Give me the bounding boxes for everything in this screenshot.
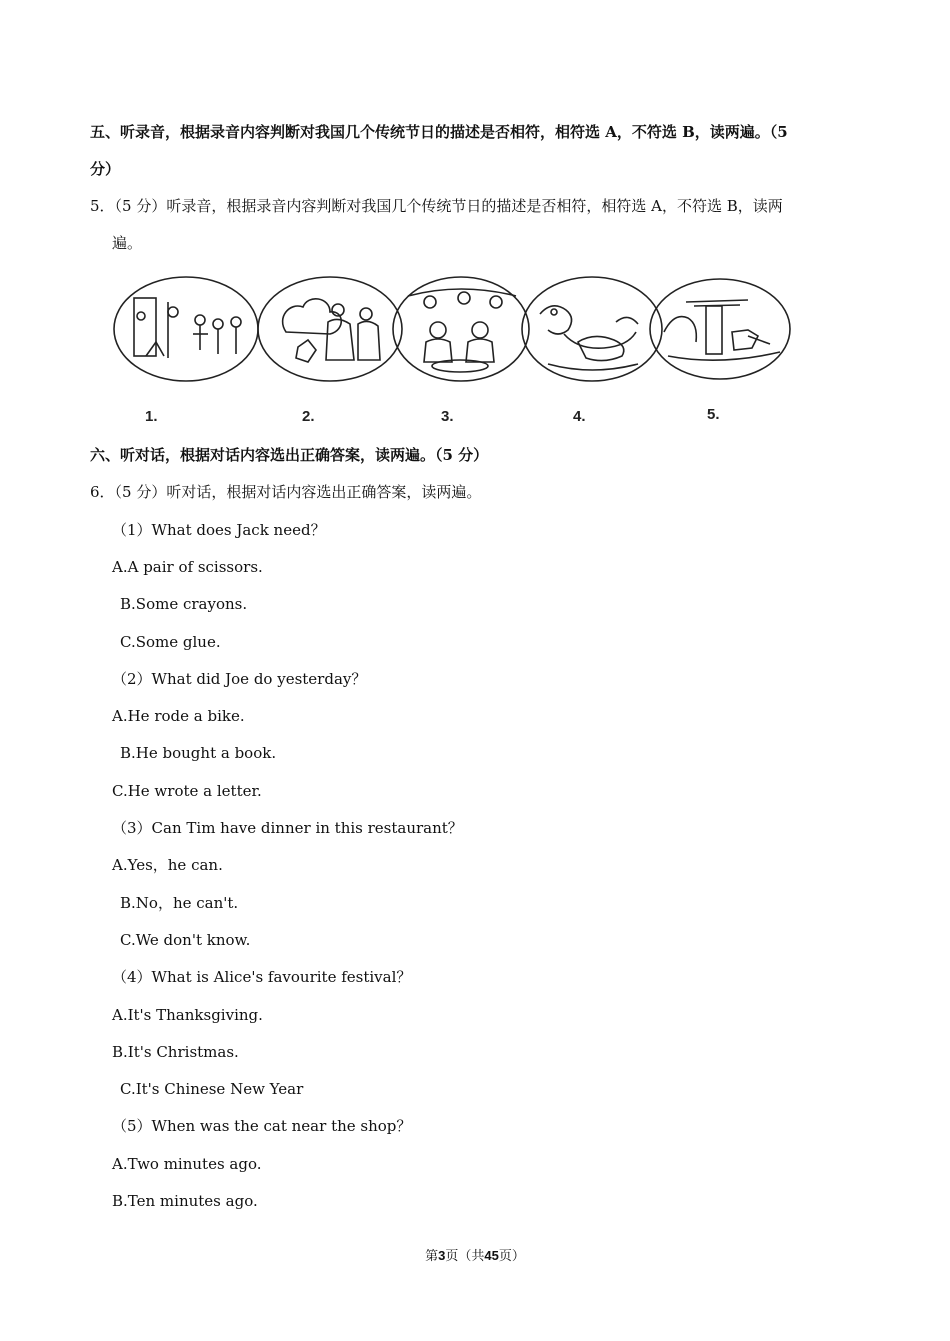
picture-label-2: 2. <box>302 408 315 425</box>
section-5-heading-line2: 分） <box>90 160 121 178</box>
sub-question-3: （3）Can Tim have dinner in this restaurant？ <box>112 819 463 837</box>
sub-question-5: （5）When was the cat near the shop？ <box>112 1117 412 1135</box>
footer-total-pages: 45 <box>484 1248 499 1263</box>
option-4-a: A.It's Thanksgiving. <box>112 1006 263 1024</box>
festival-picture-4 <box>522 277 662 381</box>
question-5-line2: 遍。 <box>112 234 143 252</box>
festival-picture-3 <box>393 277 529 381</box>
option-3-a: A.Yes，he can. <box>112 856 223 874</box>
option-4-c: C.It's Chinese New Year <box>120 1080 304 1098</box>
option-1-b: B.Some crayons. <box>120 595 248 613</box>
option-2-b: B.He bought a book. <box>120 744 277 762</box>
festival-picture-2 <box>258 277 402 381</box>
picture-label-4: 4. <box>573 408 586 425</box>
footer-middle: 页（共 <box>445 1249 485 1264</box>
question-6: 6．（5 分）听对话，根据对话内容选出正确答案，读两遍。 <box>90 483 482 501</box>
picture-label-3: 3. <box>441 408 454 425</box>
option-3-c: C.We don't know. <box>120 931 251 949</box>
sub-question-2: （2）What did Joe do yesterday？ <box>112 670 367 688</box>
option-4-b: B.It's Christmas. <box>112 1043 239 1061</box>
section-5-heading-line1: 五、听录音，根据录音内容判断对我国几个传统节日的描述是否相符，相符选 A，不符选 B，读两遍。（5 <box>90 123 788 141</box>
option-2-a: A.He rode a bike. <box>112 707 245 725</box>
festival-picture-5 <box>650 279 790 379</box>
sub-question-4: （4）What is Alice's favourite festival？ <box>112 968 412 986</box>
option-1-a: A.A pair of scissors. <box>112 558 263 576</box>
question-5-line1: 5．（5 分）听录音，根据录音内容判断对我国几个传统节日的描述是否相符，相符选 A，不符选 B，读两 <box>90 197 783 215</box>
footer-suffix: 页） <box>498 1249 525 1264</box>
footer-prefix: 第 <box>425 1249 439 1264</box>
picture-label-1: 1. <box>145 408 158 425</box>
option-3-b: B.No，he can't. <box>120 894 239 912</box>
page-footer <box>0 1245 950 1264</box>
festival-picture-1 <box>114 277 258 381</box>
option-1-c: C.Some glue. <box>120 633 221 651</box>
picture-label-5: 5. <box>707 406 720 423</box>
festival-pictures <box>108 272 798 394</box>
footer-page-number: 3 <box>438 1248 446 1263</box>
section-6-heading: 六、听对话，根据对话内容选出正确答案，读两遍。（5 分） <box>90 446 489 464</box>
option-2-c: C.He wrote a letter. <box>112 782 262 800</box>
option-5-a: A.Two minutes ago. <box>112 1155 262 1173</box>
option-5-b: B.Ten minutes ago. <box>112 1192 258 1210</box>
sub-question-1: （1）What does Jack need？ <box>112 521 326 539</box>
